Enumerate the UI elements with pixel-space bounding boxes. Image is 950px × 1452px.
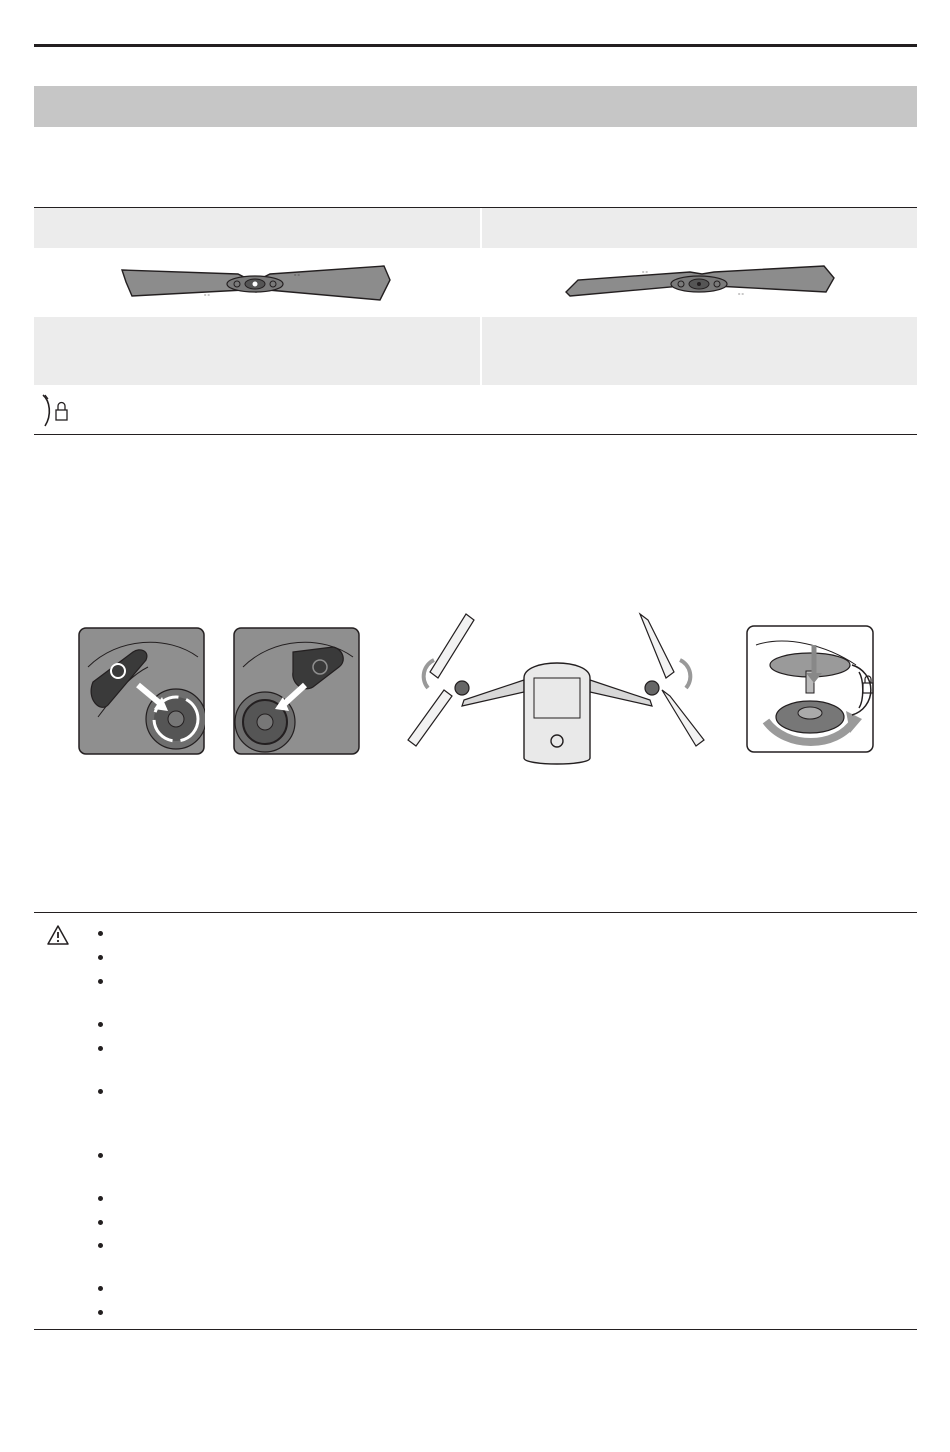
warning-triangle-icon xyxy=(46,924,70,951)
note-text xyxy=(80,398,900,414)
lock-propeller-illustration xyxy=(746,625,874,753)
warning-item xyxy=(98,1147,115,1158)
warnings-bottom-line xyxy=(34,1329,917,1330)
svg-text:= =: = = xyxy=(642,269,648,274)
warning-item xyxy=(98,1304,115,1315)
warning-item xyxy=(98,949,115,960)
table-header-right xyxy=(482,208,917,248)
svg-text:= =: = = xyxy=(738,291,744,296)
warning-item xyxy=(98,1083,115,1094)
warning-item xyxy=(98,1214,115,1225)
description-left xyxy=(34,317,480,385)
unlock-lock-icon xyxy=(40,393,74,434)
warnings-top-line xyxy=(34,912,917,913)
warning-item xyxy=(98,973,115,984)
motor-marked-illustration xyxy=(78,627,205,755)
warning-item xyxy=(98,1280,115,1291)
propeller-marked-image xyxy=(118,262,393,309)
propeller-unmarked-image xyxy=(562,262,837,309)
table-bottom-line xyxy=(34,434,917,435)
warning-item xyxy=(98,1016,115,1027)
svg-text:= =: = = xyxy=(204,292,210,297)
drone-top-illustration xyxy=(404,608,710,768)
top-rule xyxy=(34,44,917,47)
section-header-bar xyxy=(34,86,917,127)
svg-text:= =: = = xyxy=(294,272,300,277)
motor-unmarked-illustration xyxy=(233,627,360,755)
table-header-left xyxy=(34,208,480,248)
drone-top-icon xyxy=(408,614,704,764)
description-right xyxy=(482,317,917,385)
section-title xyxy=(34,79,54,110)
warning-item xyxy=(98,1040,115,1051)
warning-item xyxy=(98,1190,115,1201)
warning-item xyxy=(98,925,115,936)
propeller-mark-icon xyxy=(253,282,258,287)
warning-item xyxy=(98,1237,115,1248)
